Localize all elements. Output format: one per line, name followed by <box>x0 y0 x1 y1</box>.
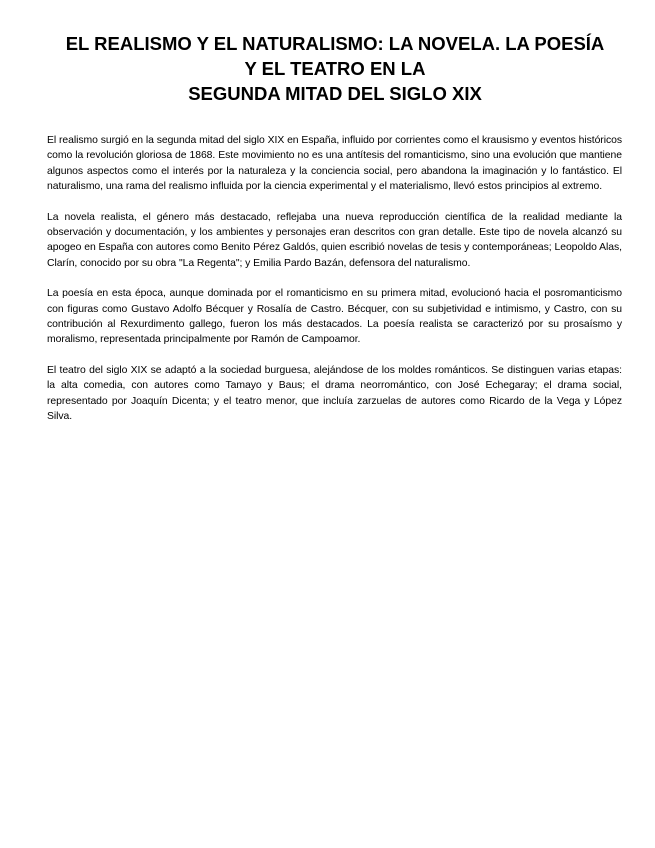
page-title <box>40 31 630 106</box>
paragraph-poetry: La poesía en esta época, aunque dominada por el romanticismo en su primera mitad, evolucionó hacia el posromanticismo con figuras como Gustavo Adolfo Bécquer y Rosalía de Castro. Bécquer, con su subjetividad e intimismo, y Castro, con su contribución al Rexurdimento gallego, fueron los más destacados. La poesía realista se caracterizó por su prosaísmo y moralismo, representada principalmente por Ramón de Campoamor. <box>47 288 622 346</box>
title-line-1: EL REALISMO Y EL NATURALISMO: LA NOVELA. LA POESÍA <box>65 33 605 54</box>
document-body <box>47 133 622 440</box>
title-line-3: SEGUNDA MITAD DEL SIGLO XIX <box>188 83 482 104</box>
paragraph-theatre: El teatro del siglo XIX se adaptó a la sociedad burguesa, alejándose de los moldes románticos. Se distinguen varias etapas: la alta comedia, con autores como Tamayo y Baus; el drama neorromántico, con José Echegaray; el drama social, representado por Joaquín Dicenta; y el teatro menor, que incluía zarzuelas de autores como Ricardo de la Vega y López Silva. <box>47 364 622 423</box>
title-line-2: Y EL TEATRO EN LA <box>244 58 426 79</box>
paragraph-novel: La novela realista, el género más destacado, reflejaba una nueva reproducción científica de la realidad mediante la observación y documentación, y los ambientes y personajes eran descritos con gran detalle. Este tipo de novela alcanzó su apogeo en España con autores como Benito Pérez Galdós, quien escribió novelas de tesis y contemporáneas; Leopoldo Alas, Clarín, conocido por su obra "La Regenta"; y Emilia Pardo Bazán, defensora del naturalismo. <box>47 211 622 269</box>
paragraph-realism-intro: El realismo surgió en la segunda mitad del siglo XIX en España, influido por corrientes como el krausismo y eventos históricos como la revolución gloriosa de 1868. Este movimiento no es una antítesis del romanticismo, sino una evolución que mantiene algunos aspectos como el interés por la naturaleza y la conciencia social, pero abandona la imaginación y lo fantástico. El naturalismo, una rama del realismo influida por la ciencia experimental y el materialismo, llevó estos principios al extremo. <box>47 135 622 193</box>
